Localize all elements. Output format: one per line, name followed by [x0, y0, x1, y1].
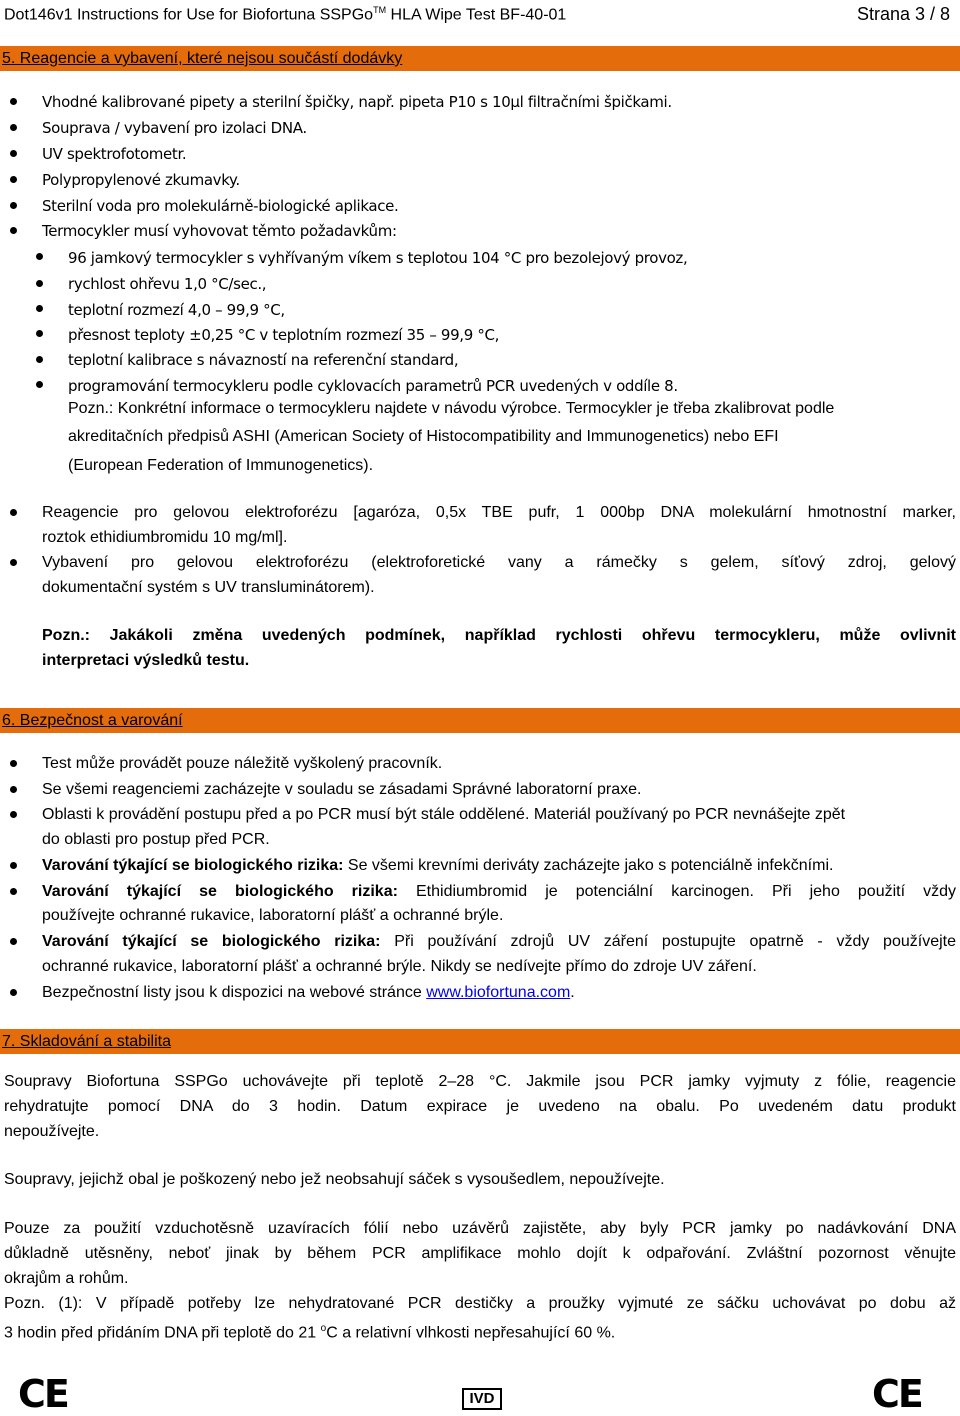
bullet	[10, 98, 17, 105]
equipment-item: Vybavení pro gelovou elektroforézu (elektroforetické vany a rámečky s gelem, síťový zdroj, gelový	[42, 554, 956, 571]
bullet	[10, 888, 17, 895]
section-6-heading: 6. Bezpečnost a varování	[0, 708, 960, 733]
bullet	[10, 227, 17, 234]
bio-risk-label: Varování týkající se biologického rizika:	[42, 857, 344, 874]
storage-paragraph: Soupravy Biofortuna SSPGo uchovávejte při teplotě 2–28 °C. Jakmile jsou PCR jamky vyjmuty z fólie, reagencie	[4, 1073, 956, 1090]
list-item: Souprava / vybavení pro izolaci DNA.	[42, 119, 307, 137]
bullet	[10, 989, 17, 996]
list-item: UV spektrofotometr.	[42, 145, 187, 163]
sub-list-item: teplotní kalibrace s návazností na referenční standard,	[68, 351, 459, 369]
bullet	[36, 330, 43, 337]
list-item: Vhodné kalibrované pipety a sterilní špičky, např. pipeta P10 s 10µl filtračními špičkami.	[42, 93, 672, 111]
page-number: Strana 3 / 8	[856, 4, 950, 24]
safety-item-cont: ochranné rukavice, laboratorní plášť a ochranné brýle. Nikdy se nedívejte přímo do zdroje UV záření.	[42, 958, 757, 975]
list-item: Sterilní voda pro molekulárně-biologické aplikace.	[42, 197, 399, 215]
reagents-item-cont: roztok ethidiumbromidu 10 mg/ml].	[42, 529, 288, 546]
storage-paragraph: nepoužívejte.	[4, 1123, 100, 1140]
biofortuna-website-link[interactable]: www.biofortuna.com	[426, 984, 571, 1001]
thermocycler-note-line: akreditačních předpisů ASHI (American Society of Histocompatibility and Immunogenetics) nebo EFI	[68, 428, 779, 445]
ce-mark-left: CE	[18, 1372, 68, 1416]
safety-item: Test může provádět pouze náležitě vyškolený pracovník.	[42, 755, 443, 772]
storage-paragraph: Pouze za použití vzduchotěsně uzavíracích fólií nebo uzávěrů zajistěte, aby byly PCR jamky po nadávkování DNA	[4, 1220, 956, 1237]
bio-risk-label: Varování týkající se biologického rizika:	[42, 883, 398, 900]
section-7-heading: 7. Skladování a stabilita	[0, 1029, 960, 1054]
bullet	[10, 938, 17, 945]
safety-item-cont: používejte ochranné rukavice, laboratorní plášť a ochranné brýle.	[42, 907, 504, 924]
reagents-item: Reagencie pro gelovou elektroforézu [agaróza, 0,5x TBE pufr, 1 000bp DNA molekulární hmotnostní marker,	[42, 504, 956, 521]
bold-warning-note: Pozn.: Jakákoli změna uvedených podmínek, například rychlosti ohřevu termocykleru, může ovlivnit	[42, 627, 956, 644]
safety-item: Varování týkající se biologického rizika: Se všemi krevními deriváty zacházejte jako s potenciálně infekčními.	[42, 857, 834, 874]
sub-list-item: programování termocykleru podle cyklovacích parametrů PCR uvedených v oddíle 8.	[68, 377, 678, 395]
equipment-item-cont: dokumentační systém s UV transluminátorem).	[42, 579, 375, 596]
trademark-mark: TM	[373, 5, 387, 15]
bullet	[10, 559, 17, 566]
storage-paragraph: důkladně utěsněny, neboť jinak by během PCR amplifikace mohlo dojít k odpařování. Zvláštní pozornost věnujte	[4, 1245, 956, 1262]
bullet	[10, 124, 17, 131]
storage-note: Pozn. (1): V případě potřeby lze nehydratované PCR destičky a proužky vyjmuté ze sáčku uchovávat po dobu až	[4, 1295, 956, 1312]
safety-item-cont: do oblasti pro postup před PCR.	[42, 831, 270, 848]
list-item: Termocykler musí vyhovovat těmto požadavkům:	[42, 222, 397, 240]
bullet	[10, 150, 17, 157]
safety-item: Oblasti k provádění postupu před a po PCR musí být stále oddělené. Materiál používaný po PCR nevnášejte zpět	[42, 806, 846, 823]
bullet	[10, 509, 17, 516]
safety-item: Se všemi reagenciemi zacházejte v souladu se zásadami Správné laboratorní praxe.	[42, 781, 642, 798]
bullet	[10, 202, 17, 209]
bullet	[10, 176, 17, 183]
safety-item: Bezpečnostní listy jsou k dispozici na webové stránce www.biofortuna.com.	[42, 984, 575, 1001]
bullet	[10, 760, 17, 767]
bullet	[36, 305, 43, 312]
storage-paragraph: rehydratujte pomocí DNA do 3 hodin. Datum expirace je uvedeno na obalu. Po uvedeném datu produkt	[4, 1098, 956, 1115]
bullet	[36, 280, 43, 287]
storage-note: 3 hodin před přidáním DNA při teplotě do 21 $^o$C a relativní vlhkosti nepřesahující 60 %.	[4, 1323, 616, 1342]
document-title: Dot146v1 Instructions for Use for Biofortuna SSPGo™ HLA Wipe Test BF-40-01	[4, 5, 567, 24]
thermocycler-note-line: (European Federation of Immunogenetics).	[68, 457, 374, 474]
thermocycler-note-line: Pozn.: Konkrétní informace o termocykleru najdete v návodu výrobce. Termocykler je třeba zkalibrovat podle	[68, 400, 835, 417]
bullet	[10, 811, 17, 818]
sub-list-item: teplotní rozmezí 4,0 – 99,9 °C,	[68, 301, 285, 319]
bullet	[36, 253, 43, 260]
ivd-mark: IVD	[462, 1388, 502, 1410]
section-5-heading: 5. Reagencie a vybavení, které nejsou součástí dodávky	[0, 46, 960, 71]
storage-paragraph: Soupravy, jejichž obal je poškozený nebo jež neobsahují sáček s vysoušedlem, nepoužívejte.	[4, 1171, 665, 1188]
bullet	[36, 356, 43, 363]
safety-item: Varování týkající se biologického rizika: Ethidiumbromid je potenciální karcinogen. Při jeho použití vždy	[42, 883, 957, 900]
safety-item: Varování týkající se biologického rizika: Při používání zdrojů UV záření postupujte opatrně - vždy používejte	[42, 933, 956, 950]
bio-risk-label: Varování týkající se biologického rizika:	[42, 933, 381, 950]
storage-paragraph: okrajům a rohům.	[4, 1270, 129, 1287]
bullet	[36, 381, 43, 388]
sub-list-item: rychlost ohřevu 1,0 °C/sec.,	[68, 275, 267, 293]
sub-list-item: přesnost teploty ±0,25 °C v teplotním rozmezí 35 – 99,9 °C,	[68, 326, 500, 344]
list-item: Polypropylenové zkumavky.	[42, 171, 240, 189]
bullet	[10, 862, 17, 869]
bold-warning-note-cont: interpretaci výsledků testu.	[42, 652, 250, 669]
ce-mark-right: CE	[872, 1372, 922, 1416]
sub-list-item: 96 jamkový termocykler s vyhřívaným víkem s teplotou 104 °C pro bezolejový provoz,	[68, 249, 688, 267]
bullet	[10, 786, 17, 793]
